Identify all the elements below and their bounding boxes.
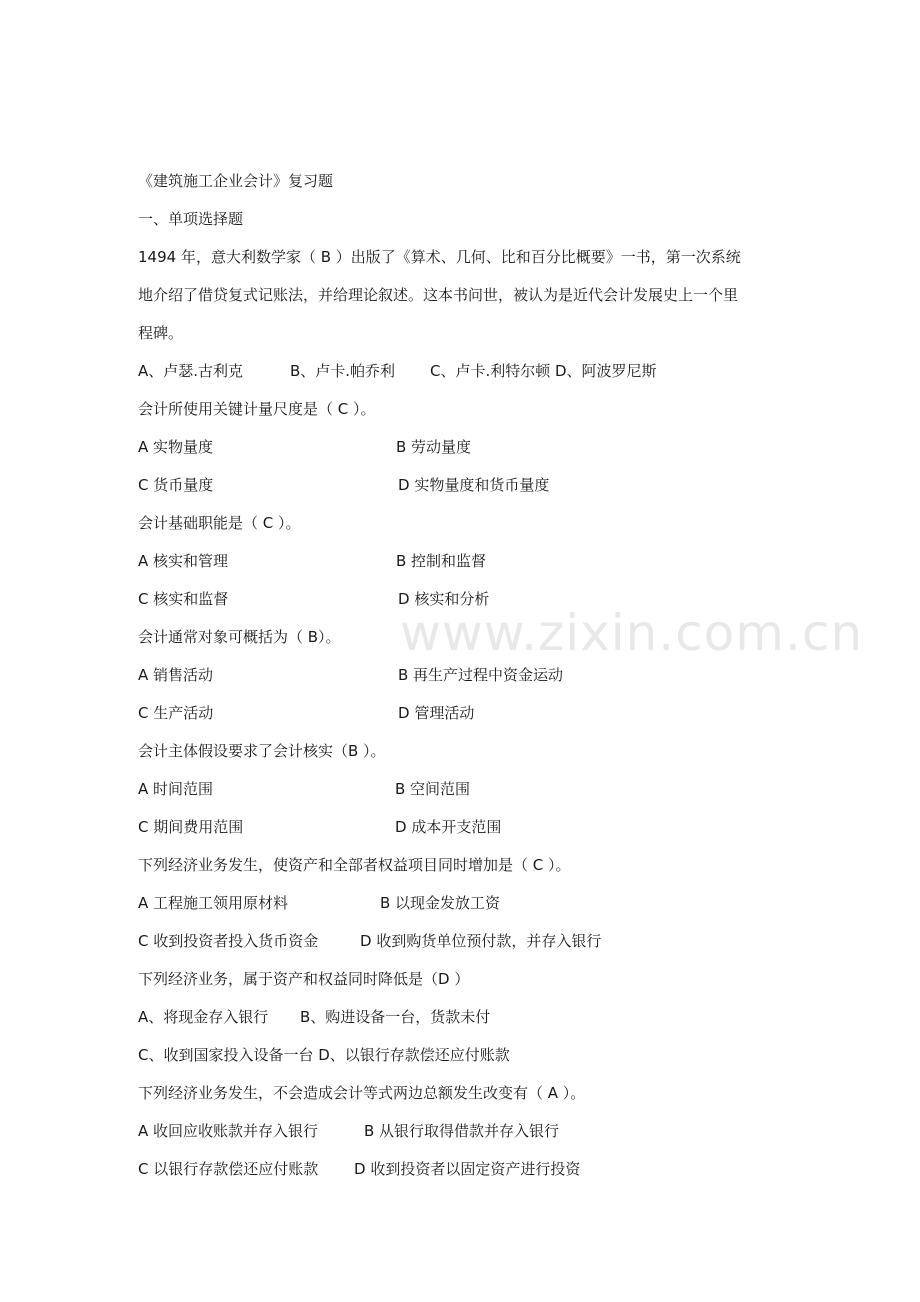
question-5-option-d: D 成本开支范围 xyxy=(395,818,502,836)
question-3-option-b: B 控制和监督 xyxy=(396,552,487,570)
question-1-stem-line-1: 1494 年，意大利数学家（ B ）出版了《算术、几何、比和百分比概要》一书，第一次系统 xyxy=(138,248,741,266)
question-1-stem-line-3: 程碑。 xyxy=(138,324,184,342)
question-5-option-a: A 时间范围 xyxy=(138,780,214,798)
question-2-option-b: B 劳动量度 xyxy=(396,438,472,456)
question-1-option-c-d: C、卢卡.利特尔顿 D、阿波罗尼斯 xyxy=(430,362,657,380)
question-7-option-a: A、将现金存入银行 xyxy=(138,1008,269,1026)
question-5-option-b: B 空间范围 xyxy=(395,780,471,798)
section-heading: 一、单项选择题 xyxy=(138,210,244,228)
question-2-option-d: D 实物量度和货币量度 xyxy=(398,476,550,494)
question-3-option-d: D 核实和分析 xyxy=(398,590,490,608)
question-6-stem: 下列经济业务发生，使资产和全部者权益项目同时增加是（ C ）。 xyxy=(138,856,571,874)
question-5-option-c: C 期间费用范围 xyxy=(138,818,244,836)
question-1-stem-line-2: 地介绍了借贷复式记账法，并给理论叙述。这本书问世，被认为是近代会计发展史上一个里 xyxy=(138,286,739,304)
question-8-option-a: A 收回应收账款并存入银行 xyxy=(138,1122,319,1140)
question-2-option-c: C 货币量度 xyxy=(138,476,214,494)
question-6-option-b: B 以现金发放工资 xyxy=(380,894,501,912)
question-7-stem: 下列经济业务，属于资产和权益同时降低是（D ） xyxy=(138,970,470,988)
question-3-option-a: A 核实和管理 xyxy=(138,552,229,570)
question-6-option-a: A 工程施工领用原材料 xyxy=(138,894,289,912)
question-1-option-b: B、卢卡.帕乔利 xyxy=(290,362,396,380)
question-7-option-c-d: C、收到国家投入设备一台 D、以银行存款偿还应付账款 xyxy=(138,1046,510,1064)
question-3-stem: 会计基础职能是（ C ）。 xyxy=(138,514,301,532)
question-8-option-b: B 从银行取得借款并存入银行 xyxy=(364,1122,560,1140)
question-4-option-a: A 销售活动 xyxy=(138,666,214,684)
question-4-option-c: C 生产活动 xyxy=(138,704,214,722)
question-4-stem: 会计通常对象可概括为（ B）。 xyxy=(138,628,341,646)
watermark: www.zixin.com.cn xyxy=(400,604,864,662)
question-5-stem: 会计主体假设要求了会计核实（B ）。 xyxy=(138,742,386,760)
question-4-option-b: B 再生产过程中资金运动 xyxy=(398,666,564,684)
question-2-option-a: A 实物量度 xyxy=(138,438,214,456)
question-7-option-b: B、购进设备一台，货款未付 xyxy=(300,1008,491,1026)
question-2-stem: 会计所使用关键计量尺度是（ C ）。 xyxy=(138,400,376,418)
question-8-stem: 下列经济业务发生，不会造成会计等式两边总额发生改变有（ A ）。 xyxy=(138,1084,586,1102)
question-1-option-a: A、卢瑟.古利克 xyxy=(138,362,244,380)
question-6-option-c: C 收到投资者投入货币资金 xyxy=(138,932,319,950)
question-8-option-d: D 收到投资者以固定资产进行投资 xyxy=(354,1160,581,1178)
question-3-option-c: C 核实和监督 xyxy=(138,590,229,608)
question-4-option-d: D 管理活动 xyxy=(398,704,475,722)
document-title: 《建筑施工企业会计》复习题 xyxy=(138,172,334,190)
question-8-option-c: C 以银行存款偿还应付账款 xyxy=(138,1160,319,1178)
question-6-option-d: D 收到购货单位预付款，并存入银行 xyxy=(360,932,602,950)
